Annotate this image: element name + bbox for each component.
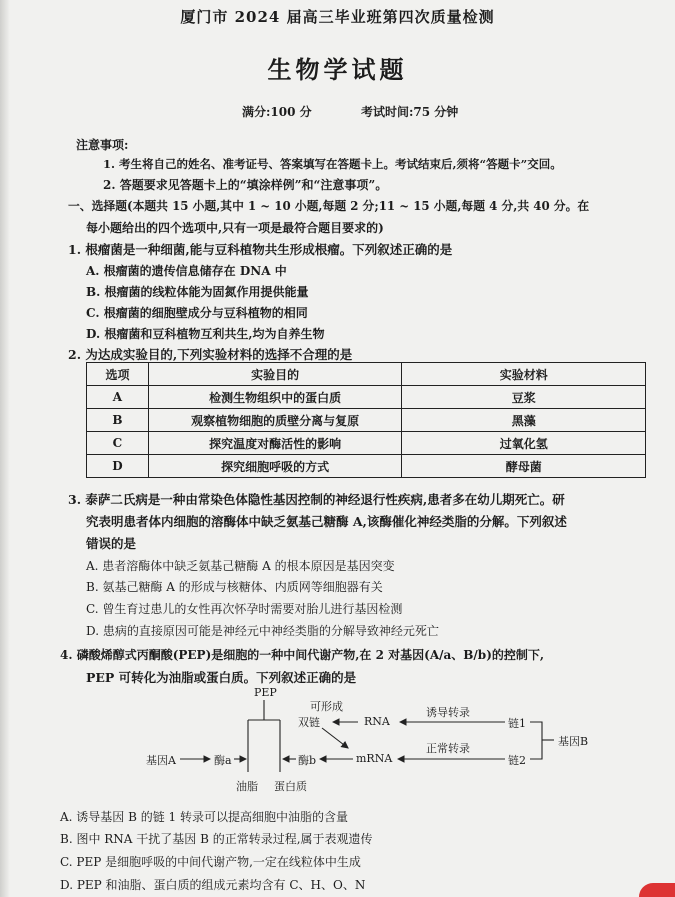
full-score: 满分:100 分 — [242, 105, 312, 119]
table-cell: 探究温度对酶活性的影响 — [148, 432, 402, 455]
protein-label: 蛋白质 — [274, 780, 307, 793]
corner-mark — [639, 883, 675, 897]
diagram-lines — [150, 686, 620, 806]
table-row — [87, 409, 646, 432]
table-cell: 观察植物细胞的质壁分离与复原 — [148, 409, 402, 432]
table-cell: D — [87, 455, 149, 478]
experiment-table — [86, 362, 646, 478]
question-1-stem: 1. 根瘤菌是一种细菌,能与豆科植物共生形成根瘤。下列叙述正确的是 — [68, 242, 453, 257]
chain-1-label: 链1 — [508, 717, 526, 730]
question-4-option-a: A. 诱导基因 B 的链 1 转录可以提高细胞中油脂的含量 — [60, 810, 349, 824]
question-2-stem: 2. 为达成实验目的,下列实验材料的选择不合理的是 — [68, 347, 353, 362]
mrna-label: mRNA — [356, 752, 393, 765]
exam-time: 考试时间:75 分钟 — [361, 105, 459, 119]
table-header-cell: 选项 — [87, 363, 149, 386]
table-row — [87, 455, 646, 478]
notes-item-2: 2. 答题要求见答题卡上的“填涂样例”和“注意事项”。 — [103, 178, 388, 192]
normal-transcription-label: 正常转录 — [426, 742, 470, 755]
induced-transcription-label: 诱导转录 — [426, 706, 470, 719]
page-edge-shadow — [0, 0, 10, 897]
question-4-stem-line-1: 4. 磷酸烯醇式丙酮酸(PEP)是细胞的一种中间代谢产物,在 2 对基因(A/a、B/b)的控制下, — [60, 648, 545, 662]
table-cell: 豆浆 — [402, 386, 646, 409]
pep-label: PEP — [254, 686, 277, 699]
rna-label: RNA — [364, 715, 390, 728]
question-3-option-b: B. 氨基己糖酶 A 的形成与核糖体、内质网等细胞器有关 — [86, 580, 383, 594]
chain-2-label: 链2 — [508, 754, 526, 767]
question-3-stem-line-3: 错误的是 — [86, 536, 137, 551]
question-3-stem-line-1: 3. 泰萨二氏病是一种由常染色体隐性基因控制的神经退行性疾病,患者多在幼儿期死亡。研 — [68, 492, 565, 507]
table-row — [87, 432, 646, 455]
gene-b-bracket — [530, 722, 542, 759]
question-4-option-d: D. PEP 和油脂、蛋白质的组成元素均含有 C、H、O、N — [60, 878, 366, 892]
exam-title: 厦门市 2024 届高三毕业班第四次质量检测 — [180, 8, 495, 26]
question-3-option-a: A. 患者溶酶体中缺乏氨基己糖酶 A 的根本原因是基因突变 — [86, 559, 395, 573]
subject-title: 生物学试题 — [267, 55, 408, 84]
question-4-option-b: B. 图中 RNA 干扰了基因 B 的正常转录过程,属于表观遗传 — [60, 832, 373, 846]
notes-heading: 注意事项: — [76, 138, 129, 152]
table-cell: 探究细胞呼吸的方式 — [148, 455, 402, 478]
question-1-option-a: A. 根瘤菌的遗传信息储存在 DNA 中 — [86, 264, 287, 278]
table-cell: A — [87, 386, 149, 409]
table-cell: C — [87, 432, 149, 455]
enzyme-a-label: 酶a — [214, 754, 232, 767]
gene-expression-diagram — [146, 686, 620, 806]
table-cell: B — [87, 409, 149, 432]
table-cell: 黑藻 — [402, 409, 646, 432]
question-3-option-d: D. 患病的直接原因可能是神经元中神经类脂的分解导致神经元死亡 — [86, 624, 439, 638]
table-cell: 过氧化氢 — [402, 432, 646, 455]
question-1-option-d: D. 根瘤菌和豆科植物互利共生,均为自养生物 — [86, 327, 325, 341]
question-4-option-c: C. PEP 是细胞呼吸的中间代谢产物,一定在线粒体中生成 — [60, 855, 361, 869]
gene-a-label: 基因A — [146, 754, 176, 767]
enzyme-b-label: 酶b — [298, 754, 317, 767]
question-1-option-b: B. 根瘤菌的线粒体能为固氮作用提供能量 — [86, 285, 309, 299]
table-header-cell: 实验材料 — [402, 363, 646, 386]
double-strand-label: 双链 — [298, 716, 320, 729]
table-header-cell: 实验目的 — [148, 363, 402, 386]
question-1-option-c: C. 根瘤菌的细胞壁成分与豆科植物的相同 — [86, 306, 308, 320]
oil-label: 油脂 — [236, 780, 258, 793]
table-header-row — [87, 363, 646, 386]
inhibition-arrow — [322, 728, 348, 748]
section-1-heading: 一、选择题(本题共 15 小题,其中 1 ~ 10 小题,每题 2 分;11 ~ 15 小题,每题 4 分,共 40 分。在 — [68, 199, 590, 213]
question-3-stem-line-2: 究表明患者体内细胞的溶酶体中缺乏氨基己糖酶 A,该酶催化神经类脂的分解。下列叙述 — [86, 514, 567, 529]
can-form-label: 可形成 — [310, 700, 343, 713]
table-row — [87, 386, 646, 409]
question-3-option-c: C. 曾生育过患儿的女性再次怀孕时需要对胎儿进行基因检测 — [86, 602, 403, 616]
table-cell: 检测生物组织中的蛋白质 — [148, 386, 402, 409]
section-1-note: 每小题给出的四个选项中,只有一项是最符合题目要求的) — [86, 221, 384, 235]
table-cell: 酵母菌 — [402, 455, 646, 478]
question-4-stem-line-2: PEP 可转化为油脂或蛋白质。下列叙述正确的是 — [86, 670, 357, 685]
notes-item-1: 1. 考生将自己的姓名、准考证号、答案填写在答题卡上。考试结束后,须将“答题卡”交回。 — [103, 157, 562, 171]
gene-b-label: 基因B — [558, 735, 589, 748]
